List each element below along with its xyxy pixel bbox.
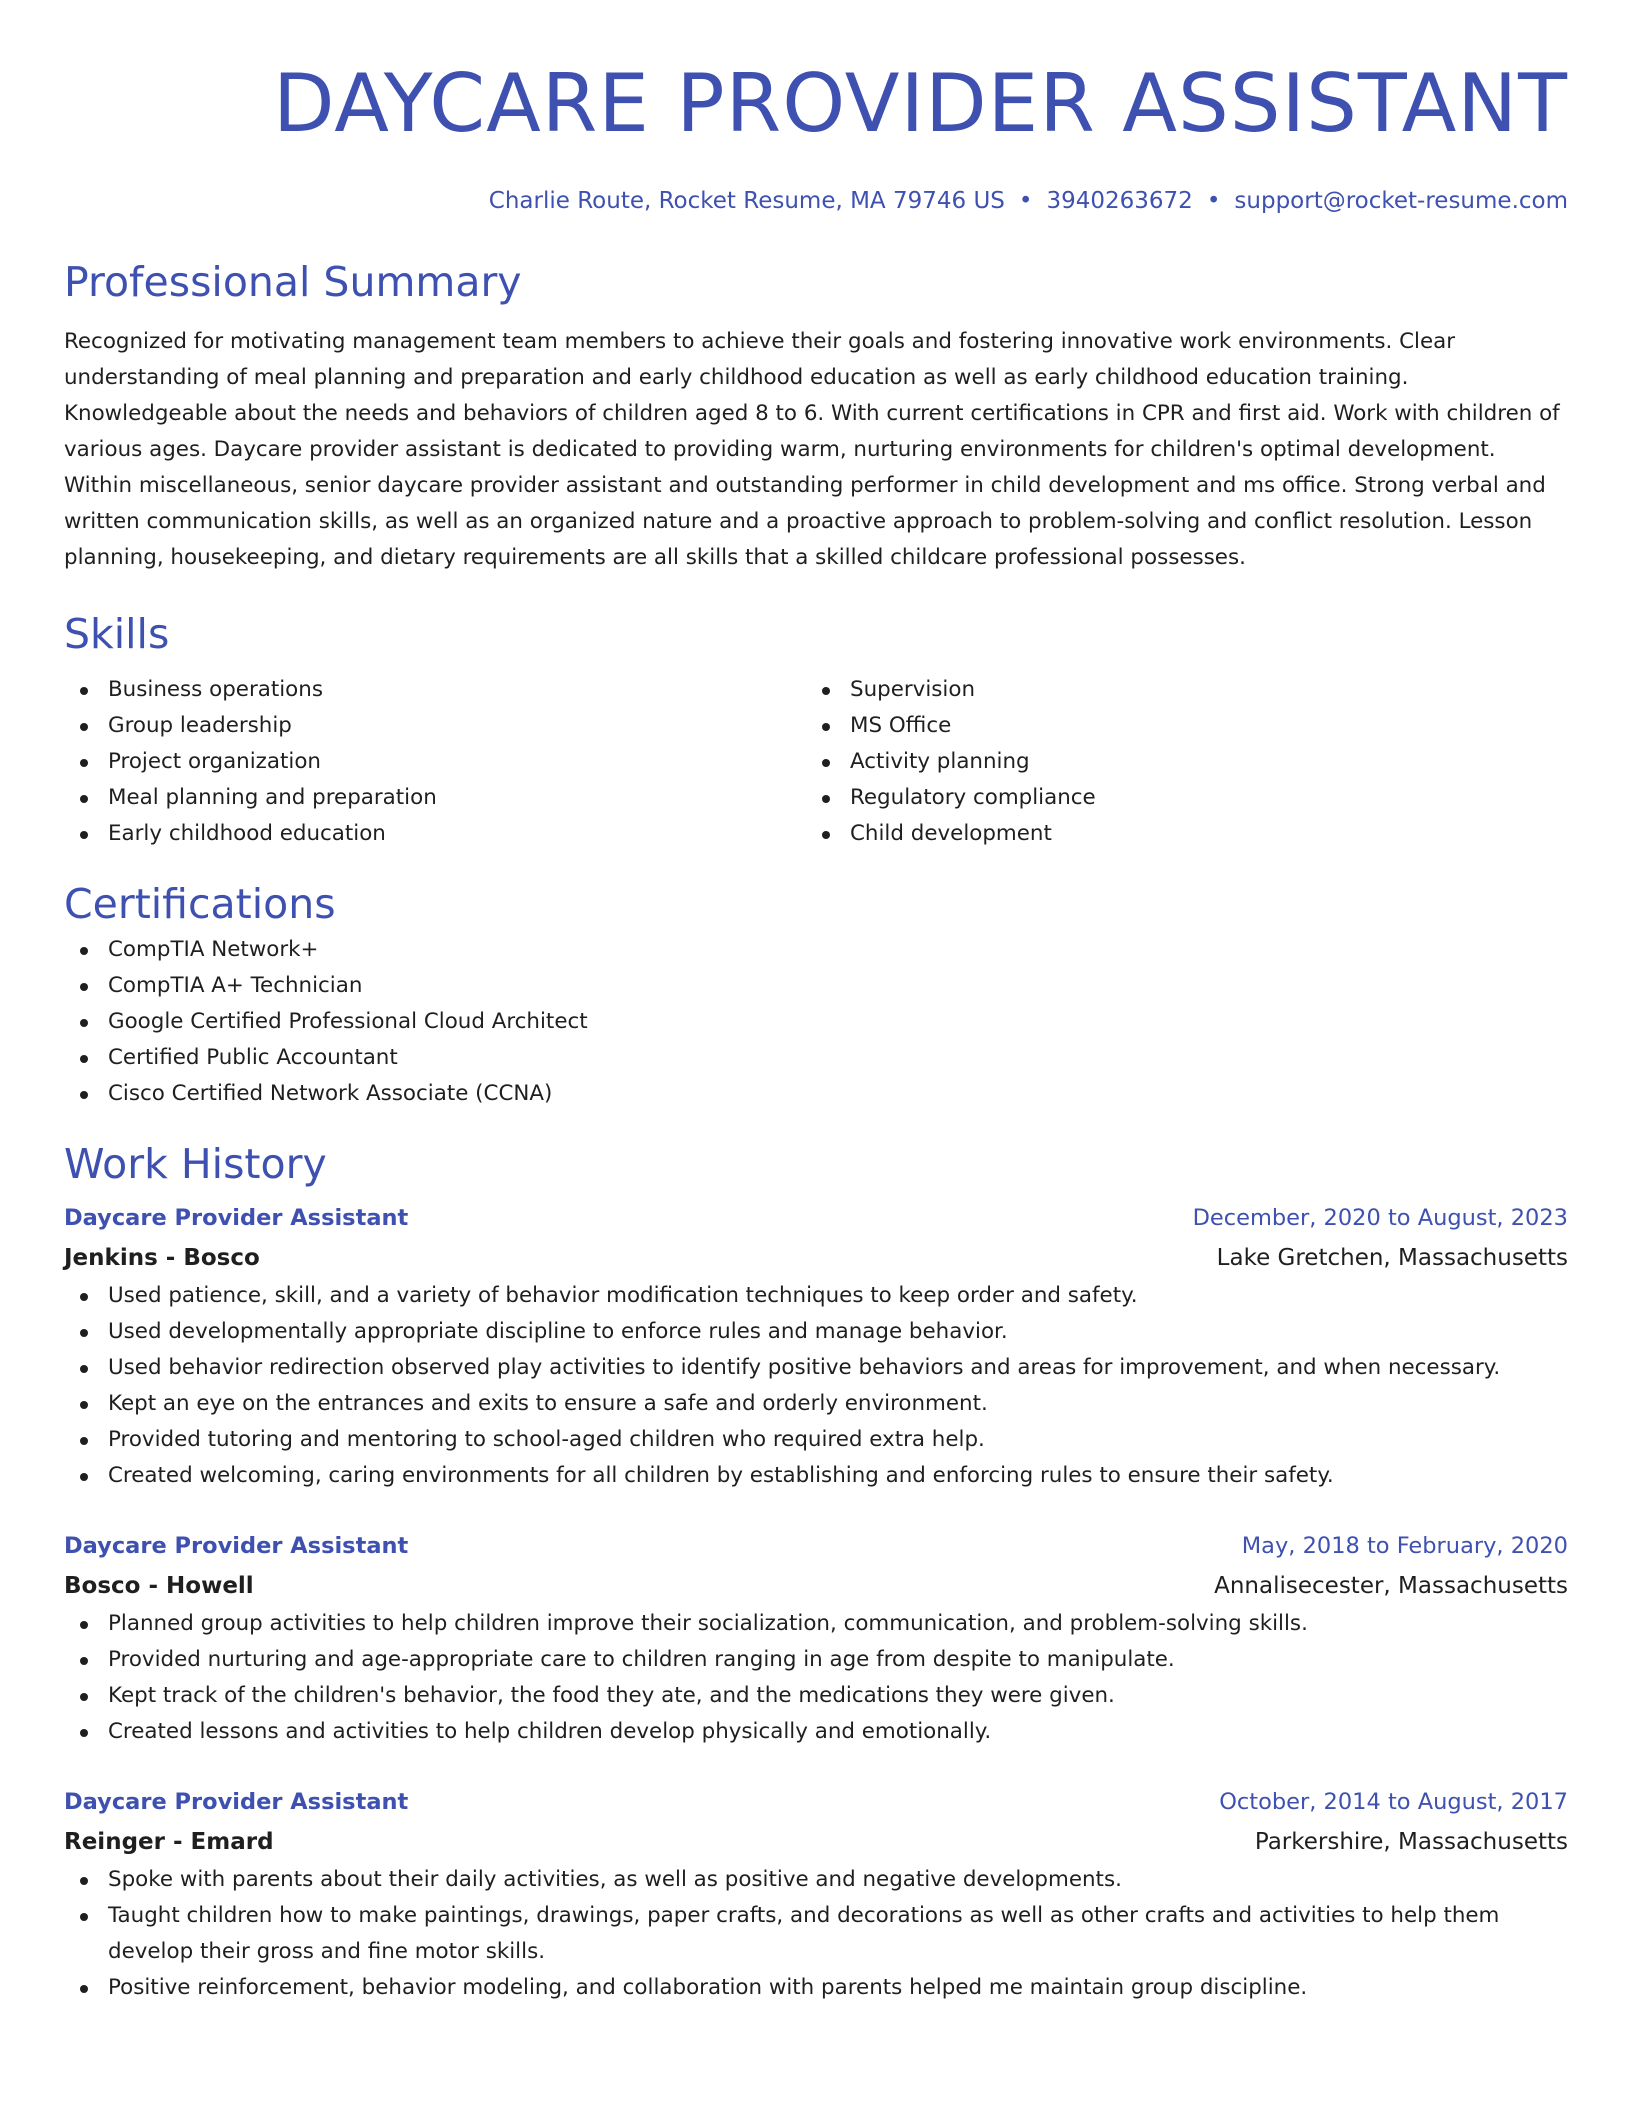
skill-item: Early childhood education xyxy=(108,816,806,852)
contact-line xyxy=(64,186,1568,216)
certifications-section xyxy=(64,876,1568,1112)
certification-item: CompTIA A+ Technician xyxy=(108,968,1568,1004)
job-dates: May, 2018 to February, 2020 xyxy=(1241,1533,1568,1559)
contact-separator: • xyxy=(1206,188,1221,214)
certification-item: Google Certified Professional Cloud Architect xyxy=(108,1004,1568,1040)
job-duties-list xyxy=(64,1278,1568,1494)
job-duties-list xyxy=(64,1862,1568,2006)
job-dates: December, 2020 to August, 2023 xyxy=(1192,1205,1568,1231)
page-title: DAYCARE PROVIDER ASSISTANT xyxy=(273,57,1568,150)
job-duty-item: Created welcoming, caring environments for all children by establishing and enforcing rules to ensure their safety. xyxy=(108,1458,1568,1494)
job-entry xyxy=(64,1526,1568,1750)
certification-item: CompTIA Network+ xyxy=(108,932,1568,968)
skill-item: Child development xyxy=(850,816,1548,852)
job-duty-item: Provided nurturing and age-appropriate care to children ranging in age from despite to manipulate. xyxy=(108,1642,1568,1678)
job-company-row xyxy=(64,1822,1568,1862)
summary-paragraph: Recognized for motivating management team members to achieve their goals and fostering innovative work environments. Clear understanding of meal planning and preparation and early childhood education as well as early childhood education training. Knowledgeable about the needs and behaviors of children aged 8 to 6. With current certifications in CPR and first aid. Work with children of various ages. Daycare provider assistant is dedicated to providing warm, nurturing environments for children's optimal development. Within miscellaneous, senior daycare provider assistant and outstanding performer in child development and ms office. Strong verbal and written communication skills, as well as an organized nature and a proactive approach to problem-solving and conflict resolution. Lesson planning, housekeeping, and dietary requirements are all skills that a skilled childcare professional possesses. xyxy=(64,329,1560,570)
contact-address: Charlie Route, Rocket Resume, MA 79746 US xyxy=(488,188,1005,214)
skill-item: Supervision xyxy=(850,672,1548,708)
job-title-row xyxy=(64,1526,1568,1566)
job-duty-item: Provided tutoring and mentoring to school-aged children who required extra help. xyxy=(108,1422,1568,1458)
job-company: Jenkins - Bosco xyxy=(64,1245,260,1271)
skill-item: Group leadership xyxy=(108,708,806,744)
skills-list-right xyxy=(806,672,1548,852)
skills-grid xyxy=(64,672,1568,852)
job-title: Daycare Provider Assistant xyxy=(64,1789,409,1815)
job-dates: October, 2014 to August, 2017 xyxy=(1219,1789,1568,1815)
certification-item: Cisco Certified Network Associate (CCNA) xyxy=(108,1076,1568,1112)
job-title: Daycare Provider Assistant xyxy=(64,1533,409,1559)
job-location: Annalisecester, Massachusetts xyxy=(1214,1573,1568,1599)
skill-item: Activity planning xyxy=(850,744,1548,780)
contact-phone: 3940263672 xyxy=(1046,188,1193,214)
professional-summary-section xyxy=(64,254,1568,576)
job-title: Daycare Provider Assistant xyxy=(64,1205,409,1231)
job-duty-item: Used developmentally appropriate discipline to enforce rules and manage behavior. xyxy=(108,1314,1568,1350)
job-duty-item: Used behavior redirection observed play activities to identify positive behaviors and areas for improvement, and when necessary. xyxy=(108,1350,1568,1386)
skill-item: Business operations xyxy=(108,672,806,708)
job-duty-item: Kept track of the children's behavior, the food they ate, and the medications they were given. xyxy=(108,1678,1568,1714)
job-company: Bosco - Howell xyxy=(64,1573,254,1599)
job-location: Lake Gretchen, Massachusetts xyxy=(1216,1245,1568,1271)
job-title-row xyxy=(64,1782,1568,1822)
job-company-row xyxy=(64,1238,1568,1278)
job-location: Parkershire, Massachusetts xyxy=(1254,1829,1568,1855)
certification-item: Certified Public Accountant xyxy=(108,1040,1568,1076)
job-duty-item: Planned group activities to help children improve their socialization, communication, and problem-solving skills. xyxy=(108,1606,1568,1642)
skills-list-left xyxy=(64,672,806,852)
job-duty-item: Spoke with parents about their daily activities, as well as positive and negative developments. xyxy=(108,1862,1568,1898)
section-heading-work-history: Work History xyxy=(64,1140,327,1188)
skills-column-left xyxy=(64,672,806,852)
skill-item: MS Office xyxy=(850,708,1548,744)
work-history-section xyxy=(64,1136,1568,2006)
job-entry xyxy=(64,1198,1568,1494)
contact-separator: • xyxy=(1018,188,1033,214)
skills-column-right xyxy=(806,672,1548,852)
job-duty-item: Kept an eye on the entrances and exits to ensure a safe and orderly environment. xyxy=(108,1386,1568,1422)
section-heading-skills: Skills xyxy=(64,610,170,658)
job-company: Reinger - Emard xyxy=(64,1829,274,1855)
job-duty-item: Positive reinforcement, behavior modeling, and collaboration with parents helped me maintain group discipline. xyxy=(108,1970,1568,2006)
job-duties-list xyxy=(64,1606,1568,1750)
section-heading-summary: Professional Summary xyxy=(64,258,522,306)
certifications-list xyxy=(64,932,1568,1112)
skill-item: Meal planning and preparation xyxy=(108,780,806,816)
contact-email: support@rocket-resume.com xyxy=(1234,188,1568,214)
job-duty-item: Created lessons and activities to help children develop physically and emotionally. xyxy=(108,1714,1568,1750)
skill-item: Project organization xyxy=(108,744,806,780)
job-title-row xyxy=(64,1198,1568,1238)
job-duty-item: Taught children how to make paintings, drawings, paper crafts, and decorations as well as other crafts and activities to help them develop their gross and fine motor skills. xyxy=(108,1898,1568,1970)
skill-item: Regulatory compliance xyxy=(850,780,1548,816)
job-company-row xyxy=(64,1566,1568,1606)
skills-section xyxy=(64,606,1568,852)
section-heading-certifications: Certifications xyxy=(64,880,336,928)
resume-header xyxy=(64,0,1568,216)
job-duty-item: Used patience, skill, and a variety of behavior modification techniques to keep order and safety. xyxy=(108,1278,1568,1314)
job-entry xyxy=(64,1782,1568,2006)
